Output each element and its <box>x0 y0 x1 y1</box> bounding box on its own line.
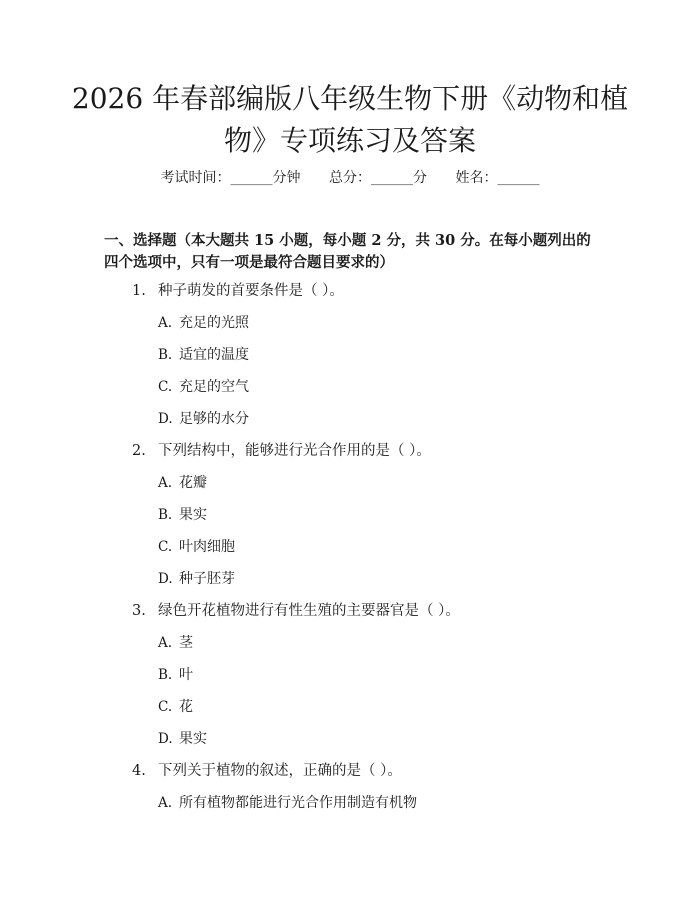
name-blank: ______ <box>497 170 540 186</box>
question-number: 1. <box>132 283 146 299</box>
total-score-field: 总分：______分 <box>329 170 427 186</box>
time-blank: ______ <box>230 170 273 186</box>
student-name-field: 姓名：______ <box>455 170 540 186</box>
option-text: 适宜的温度 <box>179 347 249 363</box>
option-text: 种子胚芽 <box>179 571 235 587</box>
option-letter: C. <box>158 379 173 395</box>
option-letter: C. <box>158 699 173 715</box>
option-letter: A. <box>158 795 173 811</box>
option-letter: B. <box>158 667 173 683</box>
question-text: 绿色开花植物进行有性生殖的主要器官是（ ）。 <box>158 603 460 619</box>
question-text: 下列关于植物的叙述，正确的是（ ）。 <box>158 763 402 779</box>
option-letter: D. <box>158 731 173 747</box>
option-text: 所有植物都能进行光合作用制造有机物 <box>179 795 417 811</box>
option-text: 充足的空气 <box>179 379 249 395</box>
option-text: 茎 <box>179 635 193 651</box>
document-title: 2026 年春部编版八年级生物下册《动物和植物》专项练习及答案 <box>71 82 629 157</box>
question-number: 4. <box>132 763 146 779</box>
option-text: 果实 <box>179 731 207 747</box>
option-letter: B. <box>158 507 173 523</box>
option-text: 足够的水分 <box>179 411 249 427</box>
option-letter: D. <box>158 411 173 427</box>
option-text: 花 <box>179 699 193 715</box>
option-letter: B. <box>158 347 173 363</box>
question-text: 下列结构中，能够进行光合作用的是（ ）。 <box>158 443 431 459</box>
option-text: 花瓣 <box>179 475 207 491</box>
question-number: 3. <box>132 603 146 619</box>
option-text: 叶 <box>179 667 193 683</box>
option-letter: C. <box>158 539 173 555</box>
option-letter: D. <box>158 571 173 587</box>
option-text: 叶肉细胞 <box>179 539 235 555</box>
option-text: 果实 <box>179 507 207 523</box>
option-text: 充足的光照 <box>179 315 249 331</box>
option-letter: A. <box>158 475 173 491</box>
exam-meta-line <box>0 168 700 188</box>
exam-time-field: 考试时间：______分钟 <box>160 170 301 186</box>
question-number: 2. <box>132 443 146 459</box>
question-text: 种子萌发的首要条件是（ ）。 <box>158 283 344 299</box>
score-blank: ______ <box>371 170 413 186</box>
section-header-multiple-choice: 一、选择题（本大题共 15 小题，每小题 2 分，共 30 分。在每小题列出的四个选项中，只有一项是最符合题目要求的） <box>104 232 591 271</box>
option-letter: A. <box>158 635 173 651</box>
option-letter: A. <box>158 315 173 331</box>
